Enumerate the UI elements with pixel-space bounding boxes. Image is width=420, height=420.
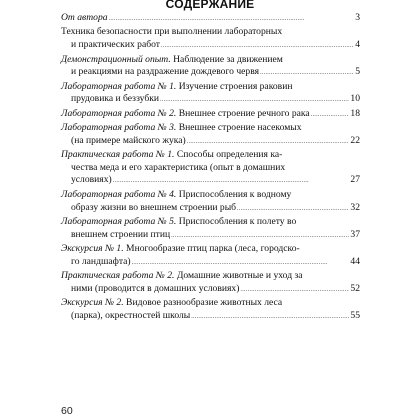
toc-entry-page: 3 — [355, 12, 360, 23]
toc-entry-title: Внешнее строение насекомых — [176, 122, 302, 134]
toc-entry-title-continued: образу жизни во внешнем строении рыб — [71, 201, 237, 213]
toc-entry-title-continued: и реакциями на раздражение дождевого червя — [71, 66, 260, 78]
dot-leader — [113, 174, 350, 188]
toc-entry-title-continued: внешнем строении птиц — [71, 228, 171, 240]
toc-entry-label: Лабораторная работа № 1. — [61, 80, 177, 92]
toc-entry-page: 27 — [350, 174, 360, 186]
toc-entry-page: 10 — [350, 93, 360, 105]
dot-leader — [237, 202, 349, 216]
toc-entry — [61, 122, 360, 148]
toc-entry-title: Видовое разнообразие животных леса — [123, 297, 283, 309]
toc-entry-label: Лабораторная работа № 3. — [61, 122, 177, 134]
toc-entry-title-continued: чества меда и его характеристика (опыт в домашних — [71, 161, 286, 173]
toc-heading: СОДЕРЖАНИЕ — [165, 0, 255, 11]
toc-entry — [61, 243, 360, 269]
toc-entry-title: Приспособления к полету во — [176, 216, 297, 228]
dot-leader — [109, 12, 355, 26]
toc-entry-label: Экскурсия № 2. — [61, 297, 124, 309]
toc-entry-title: Многообразие птиц парка (леса, городско- — [123, 243, 300, 255]
toc-entry — [61, 26, 360, 52]
toc-entry — [61, 81, 360, 107]
toc-entry — [61, 216, 360, 242]
toc-entry-title: Внешнее строение речного рака — [176, 107, 310, 119]
toc-entry — [61, 189, 360, 215]
toc-entry-title-continued: ними (проводится в домашних условиях) — [71, 282, 240, 294]
toc-entry-page: 52 — [350, 282, 360, 294]
toc-entry-title: Наблюдение за движением — [170, 53, 283, 65]
toc-entry-label: От автора — [61, 12, 108, 23]
toc-entry — [61, 149, 360, 188]
toc-entry-page: 18 — [350, 107, 360, 119]
toc-entry — [61, 297, 360, 323]
toc-entry-page: 32 — [350, 201, 360, 213]
toc-entry-title-continued: (на примере майского жука) — [71, 134, 186, 146]
toc-entry-label: Лабораторная работа № 2. — [61, 107, 177, 119]
toc-entry-page: 55 — [350, 309, 360, 321]
toc-entry-title: Техника безопасности при выполнении лабораторных — [61, 26, 283, 38]
table-of-contents — [61, 12, 360, 324]
toc-entry-title-continued: и практических работ — [71, 39, 160, 51]
dot-leader — [160, 93, 349, 107]
dot-leader — [311, 108, 350, 122]
toc-entry — [61, 108, 360, 122]
toc-entry-title-continued: прудовика и беззубки — [71, 93, 160, 105]
toc-entry-label: Практическая работа № 1. — [61, 149, 175, 161]
toc-entry-title-continued: условиях) — [71, 174, 112, 186]
toc-entry — [61, 270, 360, 296]
dot-leader — [132, 256, 350, 270]
toc-entry-label: Лабораторная работа № 5. — [61, 216, 177, 228]
dot-leader — [260, 66, 354, 80]
toc-entry-title-continued: (парка), окрестностей школы — [71, 309, 191, 321]
dot-leader — [191, 310, 349, 324]
toc-entry-title: Приспособления к водному — [176, 188, 292, 200]
dot-leader — [187, 135, 350, 149]
toc-entry-page: 4 — [355, 39, 360, 51]
toc-entry-title: Домашние животные и уход за — [174, 270, 303, 282]
toc-entry-page: 37 — [350, 228, 360, 240]
toc-entry — [61, 12, 360, 26]
toc-entry-title: Изучение строения раковин — [176, 80, 293, 92]
toc-entry — [61, 54, 360, 80]
dot-leader — [240, 283, 349, 297]
toc-entry-title-continued: го ландшафта) — [71, 255, 131, 267]
toc-entry-label: Демонстрационный опыт. — [61, 53, 171, 65]
toc-entry-page: 22 — [350, 134, 360, 146]
toc-entry-label: Лабораторная работа № 4. — [61, 188, 177, 200]
toc-entry-label: Практическая работа № 2. — [61, 270, 175, 282]
toc-entry-label: Экскурсия № 1. — [61, 243, 124, 255]
toc-entry-title: Способы определения ка- — [174, 149, 283, 161]
toc-entry-page: 44 — [350, 255, 360, 267]
toc-entry-page: 5 — [355, 66, 360, 78]
dot-leader — [161, 39, 354, 53]
page-number: 60 — [61, 405, 73, 417]
dot-leader — [171, 229, 349, 243]
